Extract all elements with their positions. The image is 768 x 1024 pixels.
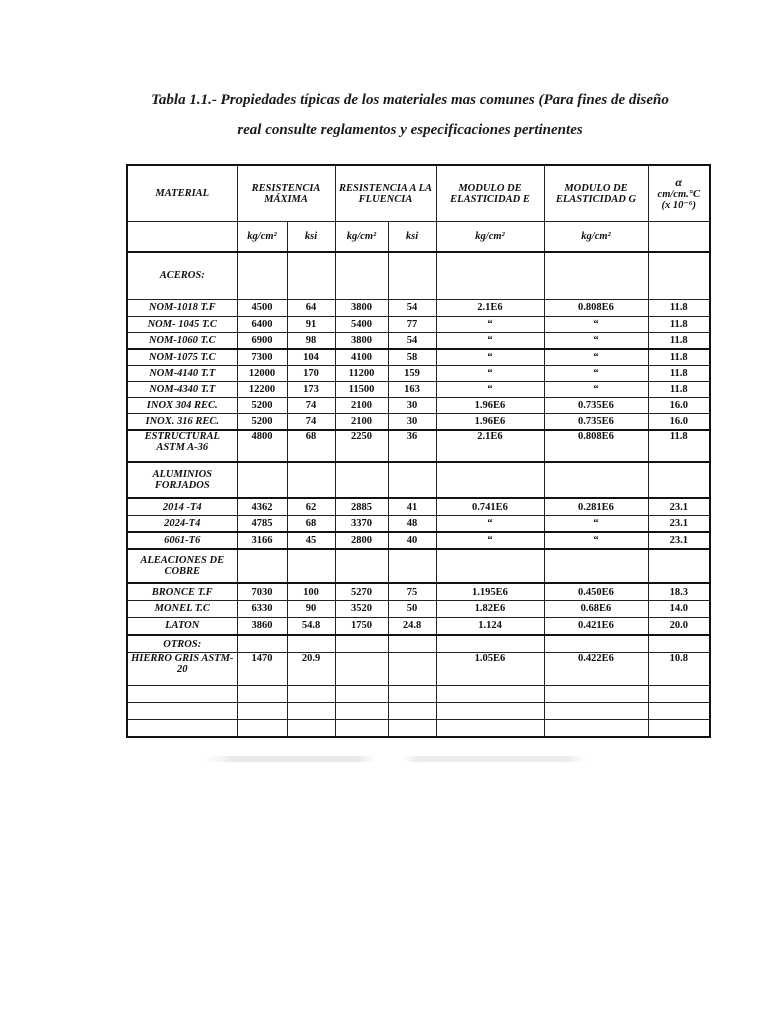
table-row [127,618,710,635]
value-cell: 54 [388,299,436,316]
value-cell: 23.1 [648,516,710,532]
value-cell: 6330 [237,600,287,617]
value-cell: 173 [287,381,335,397]
value-cell: 74 [287,413,335,429]
material-cell: LATON [127,618,237,635]
value-cell: 16.0 [648,413,710,429]
value-cell: 2800 [335,532,388,549]
value-cell: 4100 [335,349,388,365]
category-label: ALUMINIOS FORJADOS [127,462,237,498]
table-row [127,583,710,600]
table-row [127,498,710,515]
unit-cell: kg/cm² [237,222,287,252]
header-resistencia-maxima: RESISTENCIA MÁXIMA [237,165,335,222]
material-cell: NOM-1060 T.C [127,333,237,349]
units-row [127,222,710,252]
value-cell: 11.8 [648,317,710,333]
value-cell: 1.96E6 [436,413,544,429]
value-cell: 30 [388,397,436,413]
value-cell: “ [436,317,544,333]
table-row [127,516,710,532]
table-row [127,397,710,413]
material-cell: HIERRO GRIS ASTM-20 [127,653,237,685]
value-cell: 2250 [335,430,388,462]
value-cell: 11.8 [648,349,710,365]
unit-cell: kg/cm² [436,222,544,252]
material-cell: 6061-T6 [127,532,237,549]
table-row [127,349,710,365]
material-cell: NOM-1018 T.F [127,299,237,316]
value-cell: 30 [388,413,436,429]
value-cell: 4362 [237,498,287,515]
value-cell: 64 [287,299,335,316]
value-cell: 62 [287,498,335,515]
value-cell: 11.8 [648,430,710,462]
units-empty [127,222,237,252]
value-cell: 23.1 [648,532,710,549]
empty-row [127,720,710,737]
value-cell: 11.8 [648,381,710,397]
value-cell: 10.8 [648,653,710,685]
value-cell: 0.422E6 [544,653,648,685]
value-cell: 0.808E6 [544,430,648,462]
value-cell: 1.05E6 [436,653,544,685]
value-cell: “ [544,381,648,397]
header-alpha [648,165,710,222]
empty-row [127,702,710,719]
value-cell: 11.8 [648,299,710,316]
value-cell: 14.0 [648,600,710,617]
category-row [127,252,710,299]
category-label: ACEROS: [127,252,237,299]
value-cell: 3860 [237,618,287,635]
value-cell: 54 [388,333,436,349]
value-cell: 170 [287,365,335,381]
value-cell: 54.8 [287,618,335,635]
value-cell: 0.741E6 [436,498,544,515]
value-cell: 1.82E6 [436,600,544,617]
value-cell: “ [544,333,648,349]
value-cell: 6900 [237,333,287,349]
value-cell [335,653,388,685]
value-cell: 23.1 [648,498,710,515]
table-row [127,381,710,397]
value-cell: 68 [287,516,335,532]
value-cell: 159 [388,365,436,381]
value-cell: 48 [388,516,436,532]
value-cell [388,653,436,685]
value-cell: 41 [388,498,436,515]
value-cell: 18.3 [648,583,710,600]
value-cell: 58 [388,349,436,365]
value-cell: 5400 [335,317,388,333]
value-cell: 77 [388,317,436,333]
value-cell: 45 [287,532,335,549]
value-cell: 20.0 [648,618,710,635]
value-cell: “ [436,532,544,549]
value-cell: 12200 [237,381,287,397]
value-cell: “ [544,349,648,365]
value-cell: 0.735E6 [544,413,648,429]
value-cell: 6400 [237,317,287,333]
value-cell: 104 [287,349,335,365]
material-cell: ESTRUCTURAL ASTM A-36 [127,430,237,462]
value-cell: “ [436,349,544,365]
material-cell: NOM-4140 T.T [127,365,237,381]
alpha-units: cm/cm.°C [657,188,700,200]
value-cell: 0.735E6 [544,397,648,413]
value-cell: 11.8 [648,333,710,349]
alpha-scale: (x 10⁻⁶) [661,199,697,211]
value-cell: 98 [287,333,335,349]
units-empty [648,222,710,252]
value-cell: 75 [388,583,436,600]
value-cell: 3370 [335,516,388,532]
value-cell: “ [544,532,648,549]
table-row [127,299,710,316]
value-cell: 2.1E6 [436,299,544,316]
header-modulo-e: MODULO DE ELASTICIDAD E [436,165,544,222]
value-cell: 4500 [237,299,287,316]
table-title-line-1: Tabla 1.1.- Propiedades típicas de los materiales mas comunes (Para fines de diseño [151,92,669,108]
material-cell: NOM-4340 T.T [127,381,237,397]
value-cell: 2885 [335,498,388,515]
value-cell: 100 [287,583,335,600]
unit-cell: ksi [287,222,335,252]
value-cell: “ [436,381,544,397]
material-cell: MONEL T.C [127,600,237,617]
value-cell: 68 [287,430,335,462]
value-cell: 7030 [237,583,287,600]
value-cell: 11.8 [648,365,710,381]
value-cell: “ [544,317,648,333]
value-cell: 3800 [335,299,388,316]
material-cell: NOM- 1045 T.C [127,317,237,333]
value-cell: 3800 [335,333,388,349]
value-cell: 0.281E6 [544,498,648,515]
value-cell: 3520 [335,600,388,617]
material-cell: 2014 -T4 [127,498,237,515]
category-row [127,635,710,653]
value-cell: 90 [287,600,335,617]
header-modulo-g: MODULO DE ELASTICIDAD G [544,165,648,222]
value-cell: 12000 [237,365,287,381]
value-cell: 7300 [237,349,287,365]
category-row [127,549,710,583]
value-cell: 11500 [335,381,388,397]
category-label: ALEACIONES DE COBRE [127,549,237,583]
value-cell: 1750 [335,618,388,635]
empty-row [127,685,710,702]
material-cell: INOX. 316 REC. [127,413,237,429]
material-cell: 2024-T4 [127,516,237,532]
table-row [127,365,710,381]
value-cell: 4785 [237,516,287,532]
value-cell: 40 [388,532,436,549]
material-cell: NOM-1075 T.C [127,349,237,365]
table-row [127,333,710,349]
value-cell: 4800 [237,430,287,462]
category-row [127,462,710,498]
value-cell: 3166 [237,532,287,549]
value-cell: “ [436,333,544,349]
value-cell: 5270 [335,583,388,600]
alpha-symbol: α [675,175,683,190]
value-cell: 74 [287,397,335,413]
header-resistencia-fluencia: RESISTENCIA A LA FLUENCIA [335,165,436,222]
faded-footer-smudge [205,756,585,762]
value-cell: 163 [388,381,436,397]
value-cell: “ [544,365,648,381]
value-cell: 1.195E6 [436,583,544,600]
value-cell: “ [436,516,544,532]
unit-cell: kg/cm² [544,222,648,252]
value-cell: 11200 [335,365,388,381]
value-cell: 2.1E6 [436,430,544,462]
material-cell: BRONCE T.F [127,583,237,600]
value-cell: 24.8 [388,618,436,635]
header-material: MATERIAL [127,165,237,222]
value-cell: 2100 [335,397,388,413]
table-title-line-2: real consulte reglamentos y especificaciones pertinentes [237,122,583,138]
unit-cell: kg/cm² [335,222,388,252]
value-cell: “ [544,516,648,532]
table-row [127,600,710,617]
material-properties-table [126,164,711,738]
value-cell: 0.808E6 [544,299,648,316]
category-label: OTROS: [127,635,237,653]
value-cell: 0.68E6 [544,600,648,617]
value-cell: 1.96E6 [436,397,544,413]
table-header-row [127,165,710,222]
value-cell: 91 [287,317,335,333]
value-cell: 1.124 [436,618,544,635]
value-cell: “ [436,365,544,381]
value-cell: 50 [388,600,436,617]
table-row [127,653,710,685]
value-cell: 1470 [237,653,287,685]
value-cell: 5200 [237,397,287,413]
material-cell: INOX 304 REC. [127,397,237,413]
table-row [127,430,710,462]
table-row [127,532,710,549]
value-cell: 2100 [335,413,388,429]
value-cell: 0.450E6 [544,583,648,600]
value-cell: 16.0 [648,397,710,413]
table-row [127,413,710,429]
value-cell: 20.9 [287,653,335,685]
unit-cell: ksi [388,222,436,252]
table-row [127,317,710,333]
value-cell: 36 [388,430,436,462]
value-cell: 0.421E6 [544,618,648,635]
value-cell: 5200 [237,413,287,429]
